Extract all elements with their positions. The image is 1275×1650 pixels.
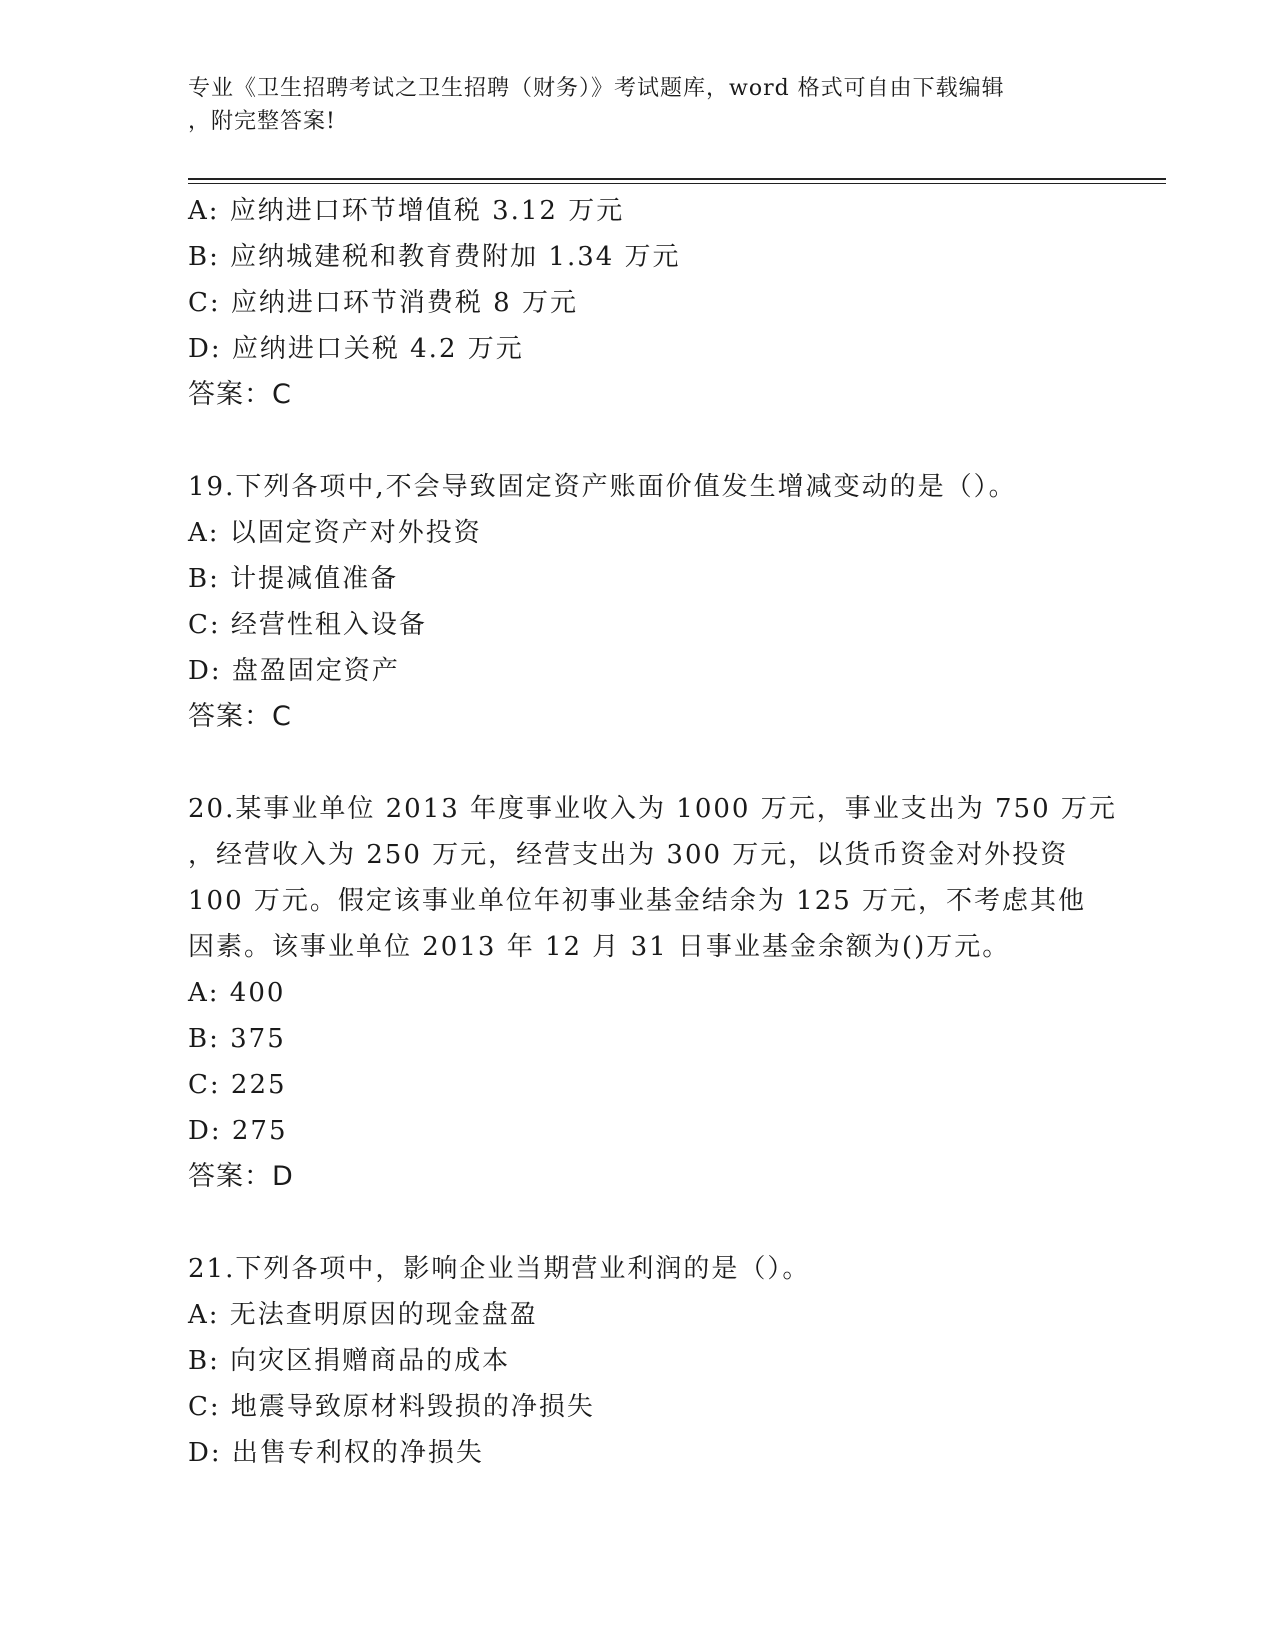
question-21-block — [188, 1246, 1128, 1476]
option-b: B: 向灾区捐赠商品的成本 — [188, 1346, 511, 1376]
answer-line: 答案：D — [188, 1161, 294, 1192]
option-a: A: 应纳进口环节增值税 3.12 万元 — [188, 196, 625, 226]
question-list — [188, 188, 1128, 1476]
header-line-1: 专业《卫生招聘考试之卫生招聘（财务）》考试题库，word 格式可自由下载编辑 — [188, 76, 1005, 101]
option-b: B: 375 — [188, 1024, 286, 1054]
option-d: D: 应纳进口关税 4.2 万元 — [188, 334, 524, 364]
option-a: A: 以固定资产对外投资 — [188, 518, 482, 548]
spacer — [188, 740, 1128, 786]
question-20-block — [188, 786, 1128, 1200]
question-18-block — [188, 188, 1128, 418]
question-stem: 19.下列各项中,不会导致固定资产账面价值发生增减变动的是（）。 — [188, 472, 1017, 502]
question-stem-line: 100 万元。假定该事业单位年初事业基金结余为 125 万元，不考虑其他 — [188, 886, 1087, 916]
answer-line: 答案：C — [188, 379, 292, 410]
option-b: B: 应纳城建税和教育费附加 1.34 万元 — [188, 242, 681, 272]
option-c: C: 地震导致原材料毁损的净损失 — [188, 1392, 595, 1422]
header-divider-thin — [188, 183, 1166, 184]
spacer — [188, 1200, 1128, 1246]
answer-line: 答案：C — [188, 701, 292, 732]
question-19-block — [188, 464, 1128, 740]
option-d: D: 275 — [188, 1116, 288, 1146]
document-header — [188, 72, 1088, 138]
header-divider-thick — [188, 178, 1166, 180]
option-c: C: 应纳进口环节消费税 8 万元 — [188, 288, 578, 318]
question-stem-line: 因素。该事业单位 2013 年 12 月 31 日事业基金余额为()万元。 — [188, 932, 1011, 962]
option-c: C: 经营性租入设备 — [188, 610, 427, 640]
option-b: B: 计提减值准备 — [188, 564, 399, 594]
option-a: A: 400 — [188, 978, 286, 1008]
option-d: D: 盘盈固定资产 — [188, 656, 400, 686]
option-c: C: 225 — [188, 1070, 287, 1100]
option-d: D: 出售专利权的净损失 — [188, 1438, 484, 1468]
option-a: A: 无法查明原因的现金盘盈 — [188, 1300, 538, 1330]
header-line-2: ，附完整答案! — [188, 109, 336, 134]
question-stem: 21.下列各项中，影响企业当期营业利润的是（）。 — [188, 1254, 811, 1284]
spacer — [188, 418, 1128, 464]
question-stem-line: ，经营收入为 250 万元，经营支出为 300 万元，以货币资金对外投资 — [188, 840, 1069, 870]
question-stem-line: 20.某事业单位 2013 年度事业收入为 1000 万元，事业支出为 750 万元 — [188, 794, 1117, 824]
